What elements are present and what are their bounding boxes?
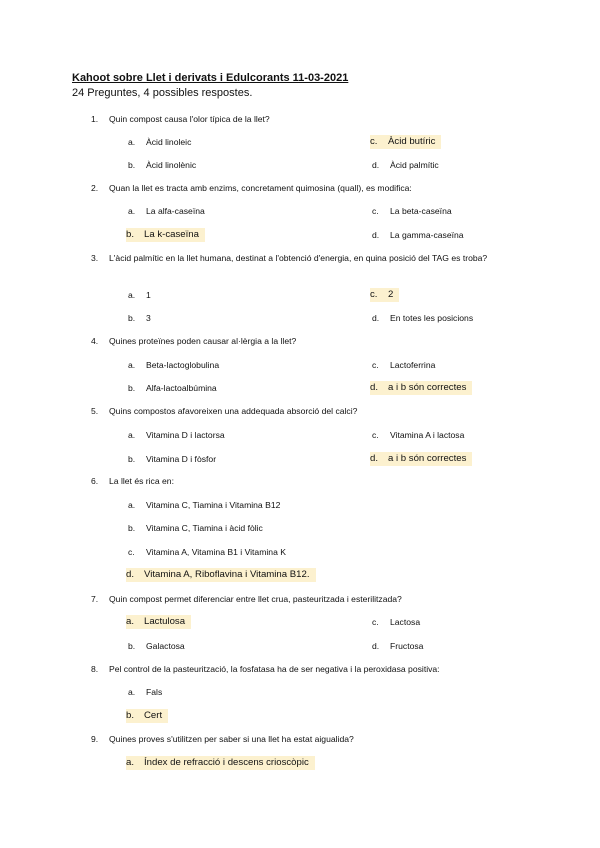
question-number: 3. [91, 253, 99, 263]
question-number: 2. [91, 183, 99, 193]
option-2c: c. La beta-caseïna [372, 206, 452, 216]
option-3a: a. 1 [128, 290, 151, 300]
option-7c: c. Lactosa [372, 617, 421, 627]
option-2a: a. La alfa-caseïna [128, 206, 205, 216]
option-4a: a. Beta-lactoglobulina [128, 360, 220, 370]
question-number: 6. [91, 476, 99, 486]
question-text: La llet és rica en: [109, 476, 174, 486]
question-text: Quins compostos afavoreixen una addequada absorció del calci? [109, 406, 358, 416]
option-3b: b. 3 [128, 313, 151, 323]
document-title: Kahoot sobre Llet i derivats i Edulcorants 11-03-2021 [72, 72, 349, 84]
option-1a: a. Àcid linoleic [128, 137, 192, 147]
option-2d: d. La gamma-caseïna [372, 230, 464, 240]
option-3d: d. En totes les posicions [372, 313, 474, 323]
document-subtitle: 24 Preguntes, 4 possibles respostes. [72, 87, 253, 99]
option-9a-correct: a. Índex de refracció i descens crioscòpic [126, 756, 315, 770]
option-7a-correct: a. Lactulosa [126, 615, 191, 629]
question-text: Quin compost causa l'olor típica de la llet? [109, 114, 270, 124]
question-number: 5. [91, 406, 99, 416]
option-7d: d. Fructosa [372, 641, 424, 651]
option-4c: c. Lactoferrina [372, 360, 436, 370]
question-number: 8. [91, 664, 99, 674]
option-3c-correct: c. 2 [370, 288, 399, 302]
question-number: 7. [91, 594, 99, 604]
question-text: L'àcid palmític en la llet humana, destinat a l'obtenció d'energia, en quina posició del TAG es troba? [109, 253, 488, 263]
option-4b: b. Alfa-lactoalbúmina [128, 383, 217, 393]
option-1c-correct: c. Àcid butíric [370, 135, 441, 149]
question-number: 1. [91, 114, 99, 124]
question-text: Quines proteïnes poden causar al·lèrgia a la llet? [109, 336, 297, 346]
option-5d-correct: d. a i b són correctes [370, 452, 472, 466]
question-text: Quin compost permet diferenciar entre llet crua, pasteuritzada i esterilitzada? [109, 594, 402, 604]
question-number: 9. [91, 734, 99, 744]
option-1d: d. Àcid palmític [372, 160, 439, 170]
option-4d-correct: d. a i b són correctes [370, 381, 472, 395]
option-5b: b. Vitamina D i fòsfor [128, 454, 217, 464]
option-6b: b. Vitamina C, Tiamina i àcid fòlic [128, 523, 263, 533]
option-7b: b. Galactosa [128, 641, 185, 651]
question-text: Quan la llet es tracta amb enzims, concretament quimosina (quall), es modifica: [109, 183, 412, 193]
option-8a: a. Fals [128, 687, 163, 697]
option-8b-correct: b. Cert [126, 709, 168, 723]
option-5a: a. Vitamina D i lactorsa [128, 430, 225, 440]
option-6c: c. Vitamina A, Vitamina B1 i Vitamina K [128, 547, 286, 557]
question-text: Pel control de la pasteurització, la fosfatasa ha de ser negativa i la peroxidasa positiva: [109, 664, 440, 674]
option-6d-correct: d. Vitamina A, Riboflavina i Vitamina B12. [126, 568, 316, 582]
option-6a: a. Vitamina C, Tiamina i Vitamina B12 [128, 500, 281, 510]
option-2b-correct: b. La k-caseïna [126, 228, 205, 242]
option-1b: b. Àcid linolènic [128, 160, 197, 170]
question-number: 4. [91, 336, 99, 346]
option-5c: c. Vitamina A i lactosa [372, 430, 465, 440]
question-text: Quines proves s'utilitzen per saber si una llet ha estat aigualida? [109, 734, 354, 744]
